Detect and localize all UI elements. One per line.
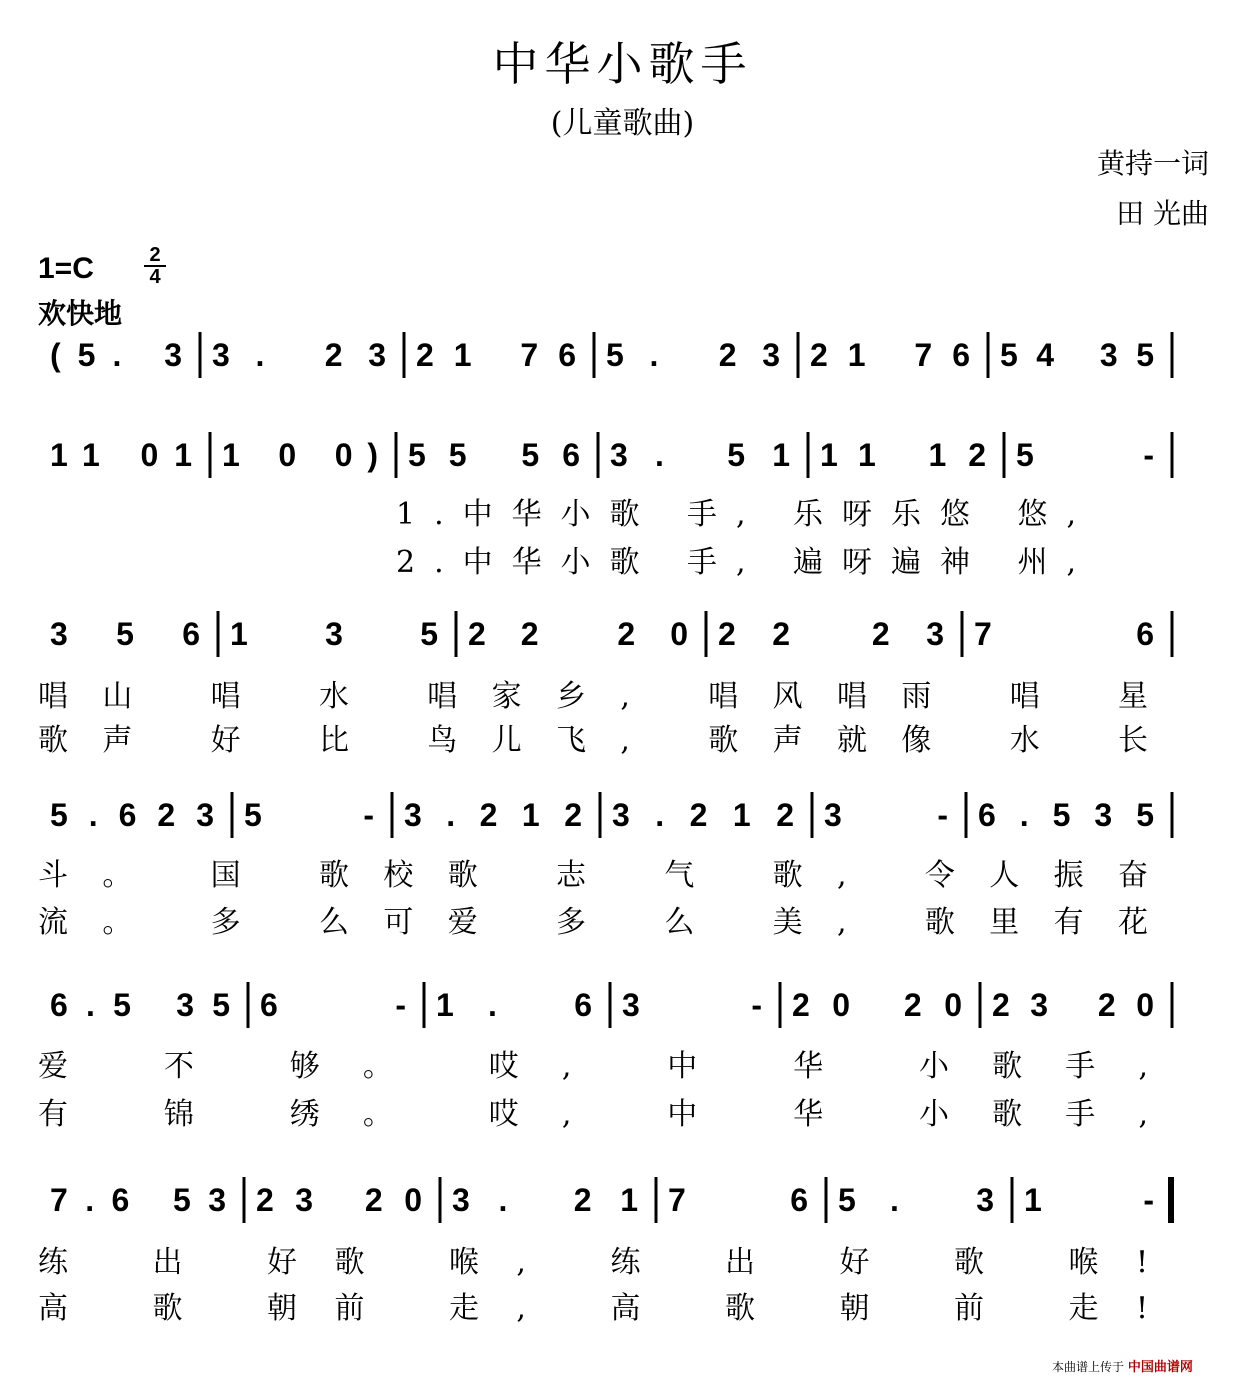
measure-2-0: 3 5 6 bbox=[50, 616, 200, 652]
lyric-line-2-1: 唱山 唱 水 唱家乡, 唱风唱雨 唱 星 bbox=[38, 679, 1148, 714]
measure-4-1: 6 - bbox=[260, 987, 406, 1023]
measure-4-3: 3 - bbox=[622, 987, 762, 1023]
lyricist-credit: 黄持一词 bbox=[1096, 147, 1209, 180]
composer-credit: 田 光曲 bbox=[1116, 197, 1209, 230]
measure-3-2: 3.212 bbox=[404, 797, 582, 833]
measure-0-5: 54 35 bbox=[1000, 337, 1154, 373]
measure-1-1: 1 0 0) bbox=[222, 437, 378, 473]
measure-3-1: 5 - bbox=[244, 797, 374, 833]
lyric-line-4-2: 有 锦 绣。 哎, 中 华 小歌手, bbox=[38, 1097, 1148, 1132]
measure-5-0: 7.6 53 bbox=[50, 1182, 226, 1218]
measure-3-5: 6.535 bbox=[978, 797, 1154, 833]
lyric-line-4-1: 爱 不 够。 哎, 中 华 小歌手, bbox=[38, 1049, 1148, 1084]
time-signature-top: 2 bbox=[149, 244, 161, 266]
time-signature-bottom: 4 bbox=[149, 266, 161, 288]
score-subtitle: (儿童歌曲) bbox=[550, 106, 695, 141]
footer-uploaded-text: 本曲谱上传于 bbox=[1052, 1360, 1125, 1374]
measure-4-4: 20 20 bbox=[792, 987, 962, 1023]
site-logo-text: 中国曲谱网 bbox=[1127, 1360, 1193, 1375]
measure-2-4: 7 6 bbox=[974, 616, 1154, 652]
measure-5-2: 3. 21 bbox=[452, 1182, 638, 1218]
measure-2-2: 22 20 bbox=[468, 616, 688, 652]
lyric-line-2-2: 歌声 好 比 鸟儿飞, 歌声就像 水 长 bbox=[38, 723, 1148, 758]
lyric-line-3-2: 流。 多 么可爱 多 么 美, 歌里有花 bbox=[38, 905, 1148, 940]
final-barline bbox=[1168, 1177, 1174, 1223]
measure-5-3: 7 6 bbox=[668, 1182, 808, 1218]
measure-3-4: 3 - bbox=[824, 797, 948, 833]
measure-2-1: 1 3 5 bbox=[230, 616, 438, 652]
measure-3-3: 3.212 bbox=[612, 797, 794, 833]
tempo-marking: 欢快地 bbox=[38, 297, 123, 330]
measure-1-5: 5 - bbox=[1016, 437, 1154, 473]
measure-0-0: (5. 3 bbox=[50, 337, 182, 373]
measure-1-2: 55 56 bbox=[408, 437, 580, 473]
measure-4-5: 23 20 bbox=[992, 987, 1154, 1023]
measure-0-4: 21 76 bbox=[810, 337, 970, 373]
lyric-line-5-1: 练 出 好歌 喉, 练 出 好 歌 喉! bbox=[38, 1245, 1148, 1280]
measure-1-0: 11 01 bbox=[50, 437, 192, 473]
upload-footer bbox=[1052, 1356, 1193, 1375]
lyric-line-1-1: 1.中华小歌 手, 乐呀乐悠 悠, bbox=[396, 497, 1076, 532]
score-title: 中华小歌手 bbox=[492, 37, 753, 91]
measure-5-5: 1 - bbox=[1024, 1182, 1154, 1218]
measure-4-2: 1. 6 bbox=[436, 987, 592, 1023]
measure-1-4: 11 12 bbox=[820, 437, 986, 473]
measure-2-3: 22 23 bbox=[718, 616, 944, 652]
key-signature: 1=C bbox=[38, 252, 94, 285]
measure-0-2: 21 76 bbox=[416, 337, 576, 373]
lyric-line-5-2: 高 歌 朝前 走, 高 歌 朝 前 走! bbox=[38, 1291, 1148, 1326]
lyric-line-3-1: 斗。 国 歌校歌 志 气 歌, 令人振奋 bbox=[38, 858, 1148, 893]
measure-4-0: 6.5 35 bbox=[50, 987, 230, 1023]
measure-5-4: 5. 3 bbox=[838, 1182, 994, 1218]
measure-1-3: 3. 51 bbox=[610, 437, 790, 473]
measure-5-1: 23 20 bbox=[256, 1182, 422, 1218]
measure-0-1: 3. 23 bbox=[212, 337, 386, 373]
lyric-line-1-2: 2.中华小歌 手, 遍呀遍神 州, bbox=[396, 545, 1076, 580]
measure-3-0: 5.623 bbox=[50, 797, 214, 833]
measure-0-3: 5. 23 bbox=[606, 337, 780, 373]
